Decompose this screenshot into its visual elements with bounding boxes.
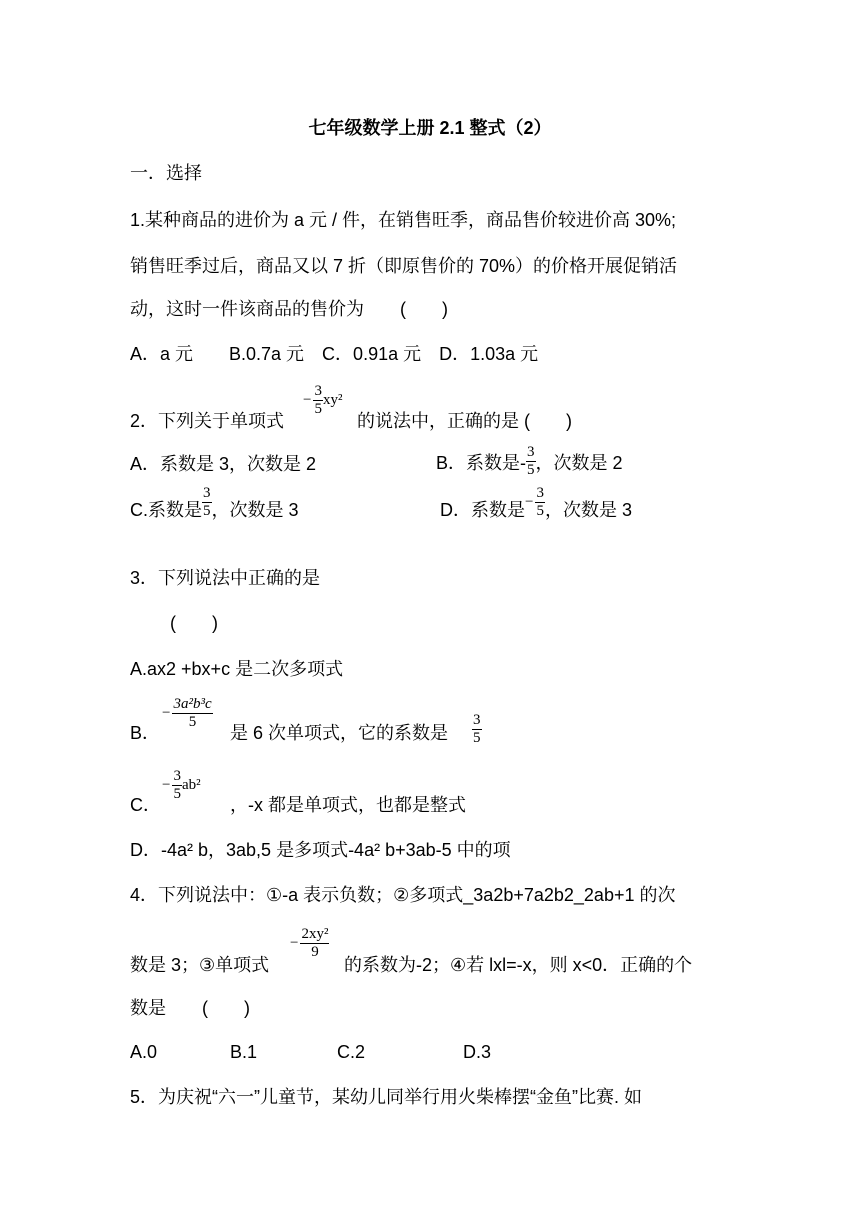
q2-option-c [130, 484, 299, 522]
q3-option-b-monomial [162, 696, 213, 731]
q2-monomial [303, 383, 342, 418]
q3-option-c-label: C． [130, 795, 161, 815]
monomial-tail: ab² [181, 777, 201, 793]
q3-option-d: D．-4a² b，3ab,5 是多项式-4a² b+3ab-5 中的项 [130, 840, 511, 860]
page-title: 七年级数学上册 2.1 整式（2） [308, 118, 552, 138]
option-d-rest: ，次数是 3 [544, 500, 632, 520]
q1-line3: 动，这时一件该商品的售价为 ( ) [130, 299, 448, 319]
fraction-denominator: 5 [203, 502, 211, 519]
q4-line1: 4．下列说法中：①-a 表示负数；②多项式_3a2b+7a2b2_2ab+1 的次 [130, 885, 676, 905]
option-d-label: D．系数是 [440, 500, 525, 520]
fraction [172, 696, 212, 731]
minus-sign: − [290, 935, 299, 951]
fraction-denominator: 5 [473, 730, 481, 746]
fraction-denominator: 5 [173, 786, 181, 802]
q4-option-b: B.1 [230, 1042, 258, 1062]
q3-option-b-text: 是 6 次单项式，它的系数是 [230, 723, 449, 743]
option-b-label: B．系数是- [436, 452, 526, 473]
section-heading: 一．选择 [130, 163, 202, 183]
q2-prefix: 2．下列关于单项式 [130, 411, 285, 431]
option-b-rest: ，次数是 2 [535, 452, 623, 473]
q4-monomial [290, 926, 329, 961]
q1-line1: 1.某种商品的进价为 a 元 / 件，在销售旺季，商品售价较进价高 30%; [130, 210, 677, 230]
fraction [202, 485, 212, 520]
minus-sign: − [303, 392, 312, 408]
monomial-tail: xy² [322, 392, 343, 408]
q3-option-b-coefficient [472, 712, 482, 747]
fraction [172, 768, 182, 803]
fraction-numerator: 3 [173, 768, 181, 784]
fraction-numerator: 3 [203, 484, 211, 501]
fraction-numerator: 3 [536, 484, 544, 501]
minus-sign: − [525, 493, 534, 510]
q4-line2-suffix: 的系数为-2；④若 lxl=-x，则 x<0．正确的个 [344, 955, 693, 975]
q4-line2-prefix: 数是 3；③单项式 [130, 955, 270, 975]
fraction [472, 712, 482, 747]
minus-sign: − [162, 777, 171, 793]
q2-option-a: A．系数是 3，次数是 2 [130, 454, 317, 474]
q3-option-b-label: B． [130, 723, 161, 743]
fraction-denominator: 5 [527, 462, 535, 478]
q4-option-a: A.0 [130, 1042, 158, 1062]
q4-line3: 数是 ( ) [130, 998, 250, 1018]
option-c-label: C.系数是 [130, 500, 202, 520]
fraction-denominator: 5 [188, 714, 197, 730]
q2-suffix: 的说法中，正确的是 ( ) [357, 411, 572, 431]
minus-sign: − [162, 705, 171, 721]
q4-option-d: D.3 [463, 1042, 492, 1062]
fraction-numerator: 3 [527, 444, 535, 460]
q3-option-a: A.ax2 +bx+c 是二次多项式 [130, 659, 344, 679]
q1-options: A．a 元 B.0.7a 元 C．0.91a 元 D．1.03a 元 [130, 344, 539, 364]
fraction [535, 485, 545, 520]
q1-line2: 销售旺季过后，商品又以 7 折（即原售价的 70%）的价格开展促销活 [130, 256, 678, 276]
q2-option-d [440, 484, 632, 522]
fraction-denominator: 5 [314, 401, 322, 417]
fraction-numerator: 3 [314, 383, 322, 399]
fraction-denominator: 9 [311, 944, 319, 960]
q5-line1: 5．为庆祝“六一”儿童节，某幼儿同举行用火柴棒摆“金鱼”比赛. 如 [130, 1087, 642, 1107]
fraction-numerator: 3 [473, 712, 481, 728]
fraction [526, 444, 536, 479]
q2-option-b [436, 444, 623, 479]
fraction-denominator: 5 [536, 502, 544, 519]
fraction-numerator: 3a²b³c [173, 696, 212, 712]
q3-answer-paren: ( ) [170, 613, 218, 633]
fraction-numerator: 2xy² [301, 926, 329, 942]
q4-option-c: C.2 [337, 1042, 366, 1062]
option-c-rest: ，次数是 3 [211, 500, 299, 520]
q3-option-c-monomial [162, 768, 201, 803]
fraction [300, 926, 329, 961]
q3-stem: 3．下列说法中正确的是 [130, 568, 321, 588]
fraction [313, 383, 323, 418]
q3-option-c-text: ，-x 都是单项式，也都是整式 [230, 795, 466, 815]
